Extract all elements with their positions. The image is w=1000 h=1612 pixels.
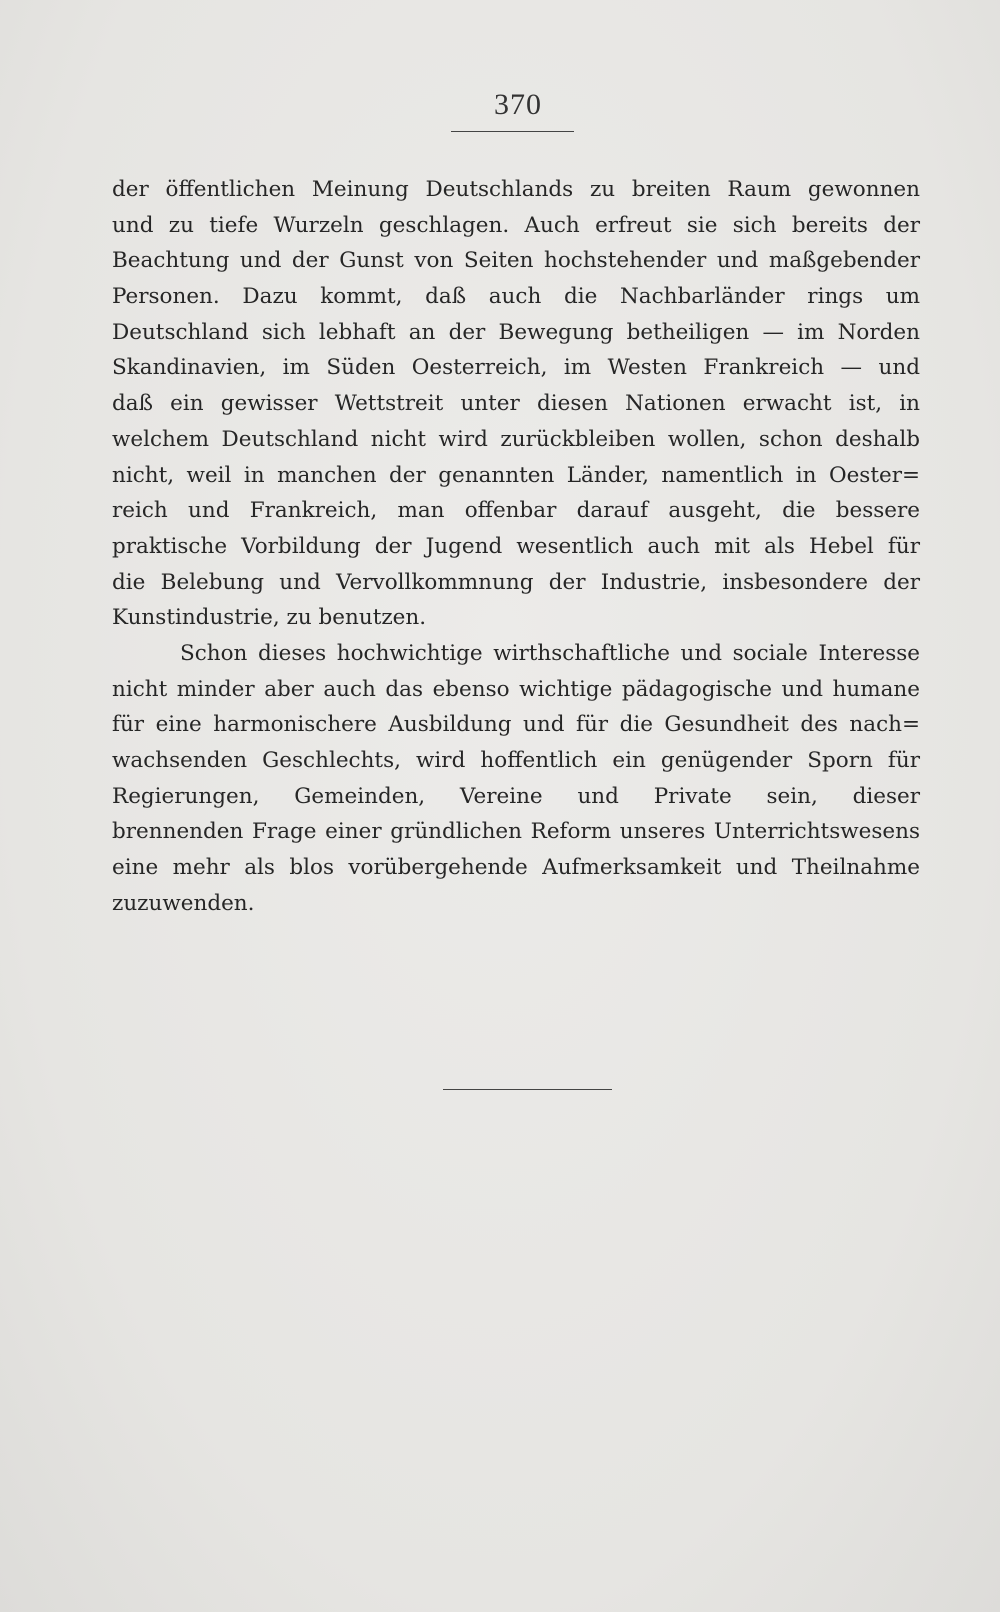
paragraph-1	[112, 172, 920, 636]
text-line: für eine harmonischere Ausbildung und für die Gesundheit des nach=	[112, 712, 920, 738]
header-rule	[451, 131, 574, 132]
text-line: wachsenden Geschlechts, wird hoffentlich ein genügender Sporn für	[112, 748, 920, 773]
text-line: zuzuwenden.	[112, 890, 255, 916]
text-line: Regierungen, Gemeinden, Vereine und Private sein, dieser	[112, 783, 920, 809]
text-line: der öffentlichen Meinung Deutschlands zu breiten Raum gewonnen	[112, 177, 920, 202]
text-line: Deutschland sich lebhaft an der Bewegung betheiligen — im Norden	[112, 319, 920, 345]
text-line: reich und Frankreich, man offenbar darauf ausgeht, die bessere	[112, 498, 920, 524]
text-line: eine mehr als blos vorübergehende Aufmerksamkeit und Theilnahme	[112, 855, 920, 881]
text-line: nicht, weil in manchen der genannten Länder, namentlich in Oester=	[112, 462, 920, 488]
text-line: daß ein gewisser Wettstreit unter diesen Nationen erwacht ist, in	[112, 391, 920, 417]
text-line: brennenden Frage einer gründlichen Reform unseres Unterrichtswesens	[112, 819, 920, 845]
body-text	[112, 172, 920, 921]
text-line: Schon dieses hochwichtige wirthschaftliche und sociale Interesse	[180, 640, 920, 666]
text-line: Beachtung und der Gunst von Seiten hochstehender und maßgebender	[112, 248, 920, 274]
text-line: Kunstindustrie, zu benutzen.	[112, 605, 427, 631]
paragraph-2	[112, 636, 920, 922]
text-line: und zu tiefe Wurzeln geschlagen. Auch erfreut sie sich bereits der	[112, 212, 920, 238]
text-line: Personen. Dazu kommt, daß auch die Nachbarländer rings um	[112, 284, 920, 310]
text-line: die Belebung und Vervollkommnung der Industrie, insbesondere der	[112, 569, 920, 595]
text-line: Skandinavien, im Süden Oesterreich, im Westen Frankreich — und	[112, 355, 920, 381]
text-line: praktische Vorbildung der Jugend wesentlich auch mit als Hebel für	[112, 533, 920, 559]
text-line: welchem Deutschland nicht wird zurückbleiben wollen, schon deshalb	[112, 426, 920, 452]
end-rule	[443, 1089, 612, 1090]
page-number: 370	[494, 88, 542, 121]
text-line: nicht minder aber auch das ebenso wichtige pädagogische und humane	[112, 676, 920, 702]
